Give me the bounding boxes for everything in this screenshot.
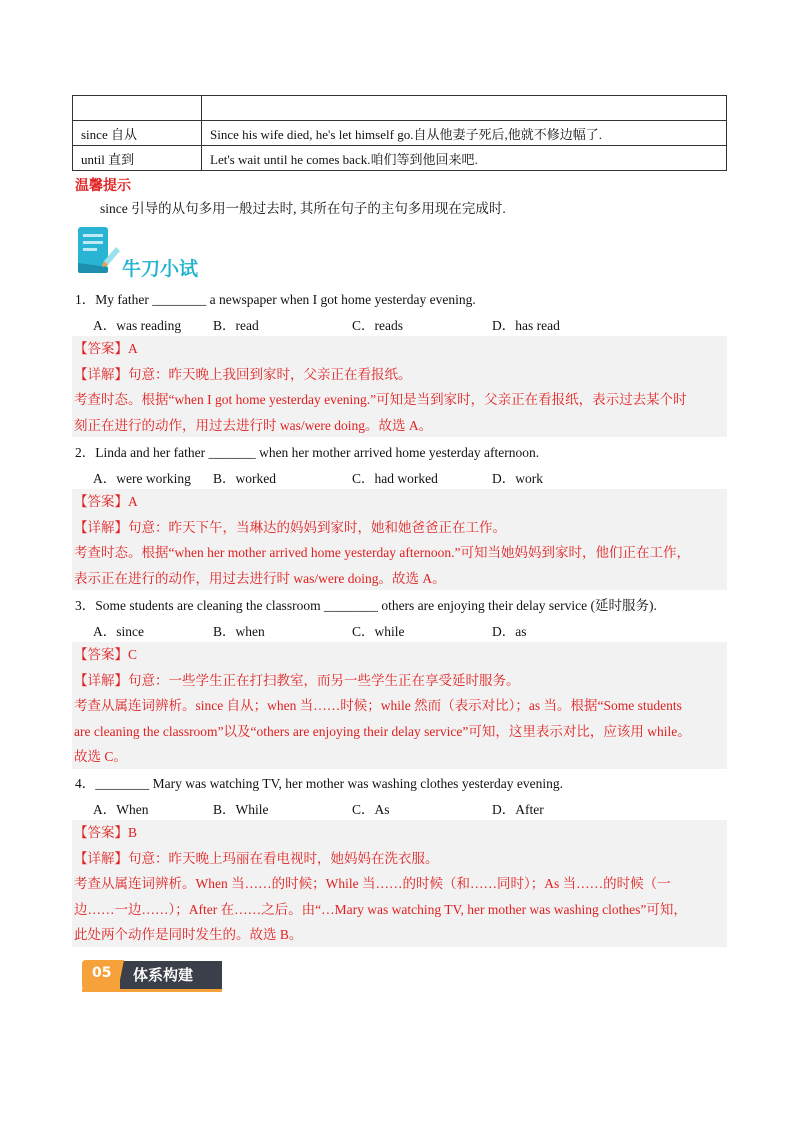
vocab-table xyxy=(72,95,727,171)
answer-detail-line: 边……一边……）；After 在……之后。由“…Mary was watching TV, her mother was washing clothes”可知， xyxy=(74,901,687,917)
tip-title: 温馨提示 xyxy=(75,178,131,194)
table-row xyxy=(73,96,727,121)
option-c: C．reads xyxy=(352,318,403,333)
option-d: D．as xyxy=(492,624,527,639)
answer-detail-line: 【详解】句意：昨天晚上我回到家时，父亲正在看报纸。 xyxy=(74,366,412,382)
table-cell-word xyxy=(73,96,202,121)
answer-detail-line: 考查时态。根据“when her mother arrived home yesterday afternoon.”可知当她妈妈到家时，他们正在工作， xyxy=(74,545,690,560)
option-a: A．were working xyxy=(93,471,191,486)
question-stem: 4．________ Mary was watching TV, her mother was washing clothes yesterday evening. xyxy=(75,776,564,791)
option-b: B．While xyxy=(213,802,269,817)
answer-box xyxy=(72,642,727,769)
option-c: C．had worked xyxy=(352,471,438,486)
table-row xyxy=(73,121,727,146)
section-title: 牛刀小试 xyxy=(122,258,199,280)
answer-detail-line: are cleaning the classroom”以及“others are enjoying their delay service”可知，这里表示对比，应该用 while。 xyxy=(74,723,691,739)
option-d: D．has read xyxy=(492,318,560,333)
answer-label: 【答案】A xyxy=(74,341,138,356)
answer-label: 【答案】A xyxy=(74,494,138,509)
table-cell-example: Let's wait until he comes back.咱们等到他回来吧. xyxy=(202,146,727,171)
question-stem: 2．Linda and her father _______ when her mother arrived home yesterday afternoon. xyxy=(75,445,540,460)
question-stem: 1．My father ________ a newspaper when I got home yesterday evening. xyxy=(75,292,476,307)
table-cell-example: Since his wife died, he's let himself go.自从他妻子死后,他就不修边幅了. xyxy=(202,121,727,146)
option-a: A．since xyxy=(93,624,144,639)
table-row xyxy=(73,146,727,171)
table-cell-example xyxy=(202,96,727,121)
question-stem: 3．Some students are cleaning the classroom ________ others are enjoying their delay service (延时服务). xyxy=(75,598,657,613)
option-a: A．was reading xyxy=(93,318,182,333)
option-a: A．When xyxy=(93,802,149,817)
answer-detail-line: 故选 C。 xyxy=(74,749,127,764)
section-number: 05 xyxy=(92,965,112,981)
notepad-pencil-icon xyxy=(76,225,120,275)
answer-detail-line: 考查从属连词辨析。since 自从；when 当……时候；while 然而（表示对比）；as 当。根据“Some students xyxy=(74,698,682,713)
option-b: B．worked xyxy=(213,471,276,486)
answer-detail-line: 【详解】句意：昨天下午，当琳达的妈妈到家时，她和她爸爸正在工作。 xyxy=(74,519,506,535)
answer-box xyxy=(72,336,727,437)
answer-detail-line: 考查从属连词辨析。When 当……的时候；While 当……的时候（和……同时）；As 当……的时候（一 xyxy=(74,876,671,891)
option-d: D．After xyxy=(492,802,544,817)
option-d: D．work xyxy=(492,471,543,486)
table-cell-word: since 自从 xyxy=(73,121,202,146)
answer-label: 【答案】B xyxy=(74,825,138,840)
answer-box xyxy=(72,820,727,947)
option-c: C．while xyxy=(352,624,405,639)
option-c: C．As xyxy=(352,802,390,817)
answer-detail-line: 表示正在进行的动作，用过去进行时 was/were doing。故选 A。 xyxy=(74,570,446,586)
answer-detail-line: 考查时态。根据“when I got home yesterday evening.”可知是当到家时，父亲正在看报纸，表示过去某个时 xyxy=(74,392,687,407)
answer-detail-line: 【详解】句意：昨天晚上玛丽在看电视时，她妈妈在洗衣服。 xyxy=(74,850,439,866)
option-b: B．read xyxy=(213,318,259,333)
option-b: B．when xyxy=(213,624,265,639)
answer-label: 【答案】C xyxy=(74,647,138,662)
section-label: 体系构建 xyxy=(133,966,194,984)
answer-box xyxy=(72,489,727,590)
answer-detail-line: 此处两个动作是同时发生的。故选 B。 xyxy=(74,927,303,942)
tip-text: since 引导的从句多用一般过去时, 其所在句子的主句多用现在完成时. xyxy=(100,201,506,216)
answer-detail-line: 【详解】句意：一些学生正在打扫教室，而另一些学生正在享受延时服务。 xyxy=(74,672,520,688)
answer-detail-line: 刻正在进行的动作，用过去进行时 was/were doing。故选 A。 xyxy=(74,417,433,433)
table-cell-word: until 直到 xyxy=(73,146,202,171)
